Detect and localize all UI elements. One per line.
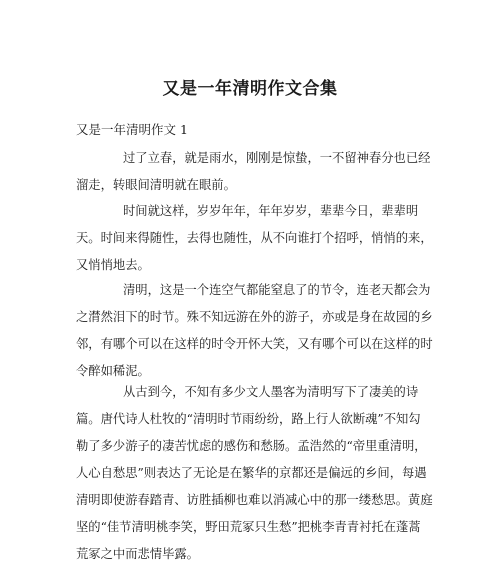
paragraph-line: 坚的“佳节清明桃李笑，野田荒冢只生愁”把桃李青青衬托在蓬蒿 — [76, 520, 421, 534]
paragraph-4 — [76, 379, 433, 568]
paragraph-2 — [76, 198, 433, 279]
paragraph-line: 篇。唐代诗人杜牧的“清明时节雨纷纷，路上行人欲断魂”不知勾 — [76, 412, 421, 426]
paragraph-1 — [76, 145, 431, 199]
section-heading: 又是一年清明作文 1 — [76, 122, 188, 137]
paragraph-line: 过了立春，就是雨水，刚刚是惊蛰，一不留神春分也已经 — [123, 151, 431, 165]
document-title: 又是一年清明作文合集 — [162, 79, 338, 99]
paragraph-line: 从古到今，不知有多少文人墨客为清明写下了凄美的诗 — [123, 385, 419, 399]
paragraph-line: 之潸然泪下的时节。殊不知远游在外的游子，亦或是身在故园的乡 — [76, 310, 433, 324]
paragraph-line: 清明，这是一个连空气都能窒息了的节令，连老天都会为 — [123, 283, 431, 297]
paragraph-3 — [76, 277, 433, 385]
paragraph-line: 天。时间来得随性，去得也随性，从不向谁打个招呼，悄悄的来， — [76, 231, 433, 245]
paragraph-line: 邻，有哪个可以在这样的时令开怀大笑，又有哪个可以在这样的时 — [76, 337, 433, 351]
paragraph-line: 时间就这样，岁岁年年，年年岁岁，辈辈今日，辈辈明 — [123, 204, 419, 218]
paragraph-line: 勒了多少游子的凄苦忧虑的感伤和愁肠。孟浩然的“帝里重清明， — [76, 439, 427, 453]
paragraph-line: 荒冢之中而悲情毕露。 — [76, 547, 199, 561]
paragraph-line: 溜走，转眼间清明就在眼前。 — [76, 178, 236, 192]
paragraph-line: 清明即使游春踏青、访胜插柳也难以消减心中的那一缕愁思。黄庭 — [76, 493, 433, 507]
paragraph-line: 人心自愁思”则表达了无论是在繁华的京都还是偏远的乡间，每遇 — [76, 466, 427, 480]
paragraph-line: 又悄悄地去。 — [76, 258, 150, 272]
paragraph-line: 令醉如稀泥。 — [76, 364, 150, 378]
